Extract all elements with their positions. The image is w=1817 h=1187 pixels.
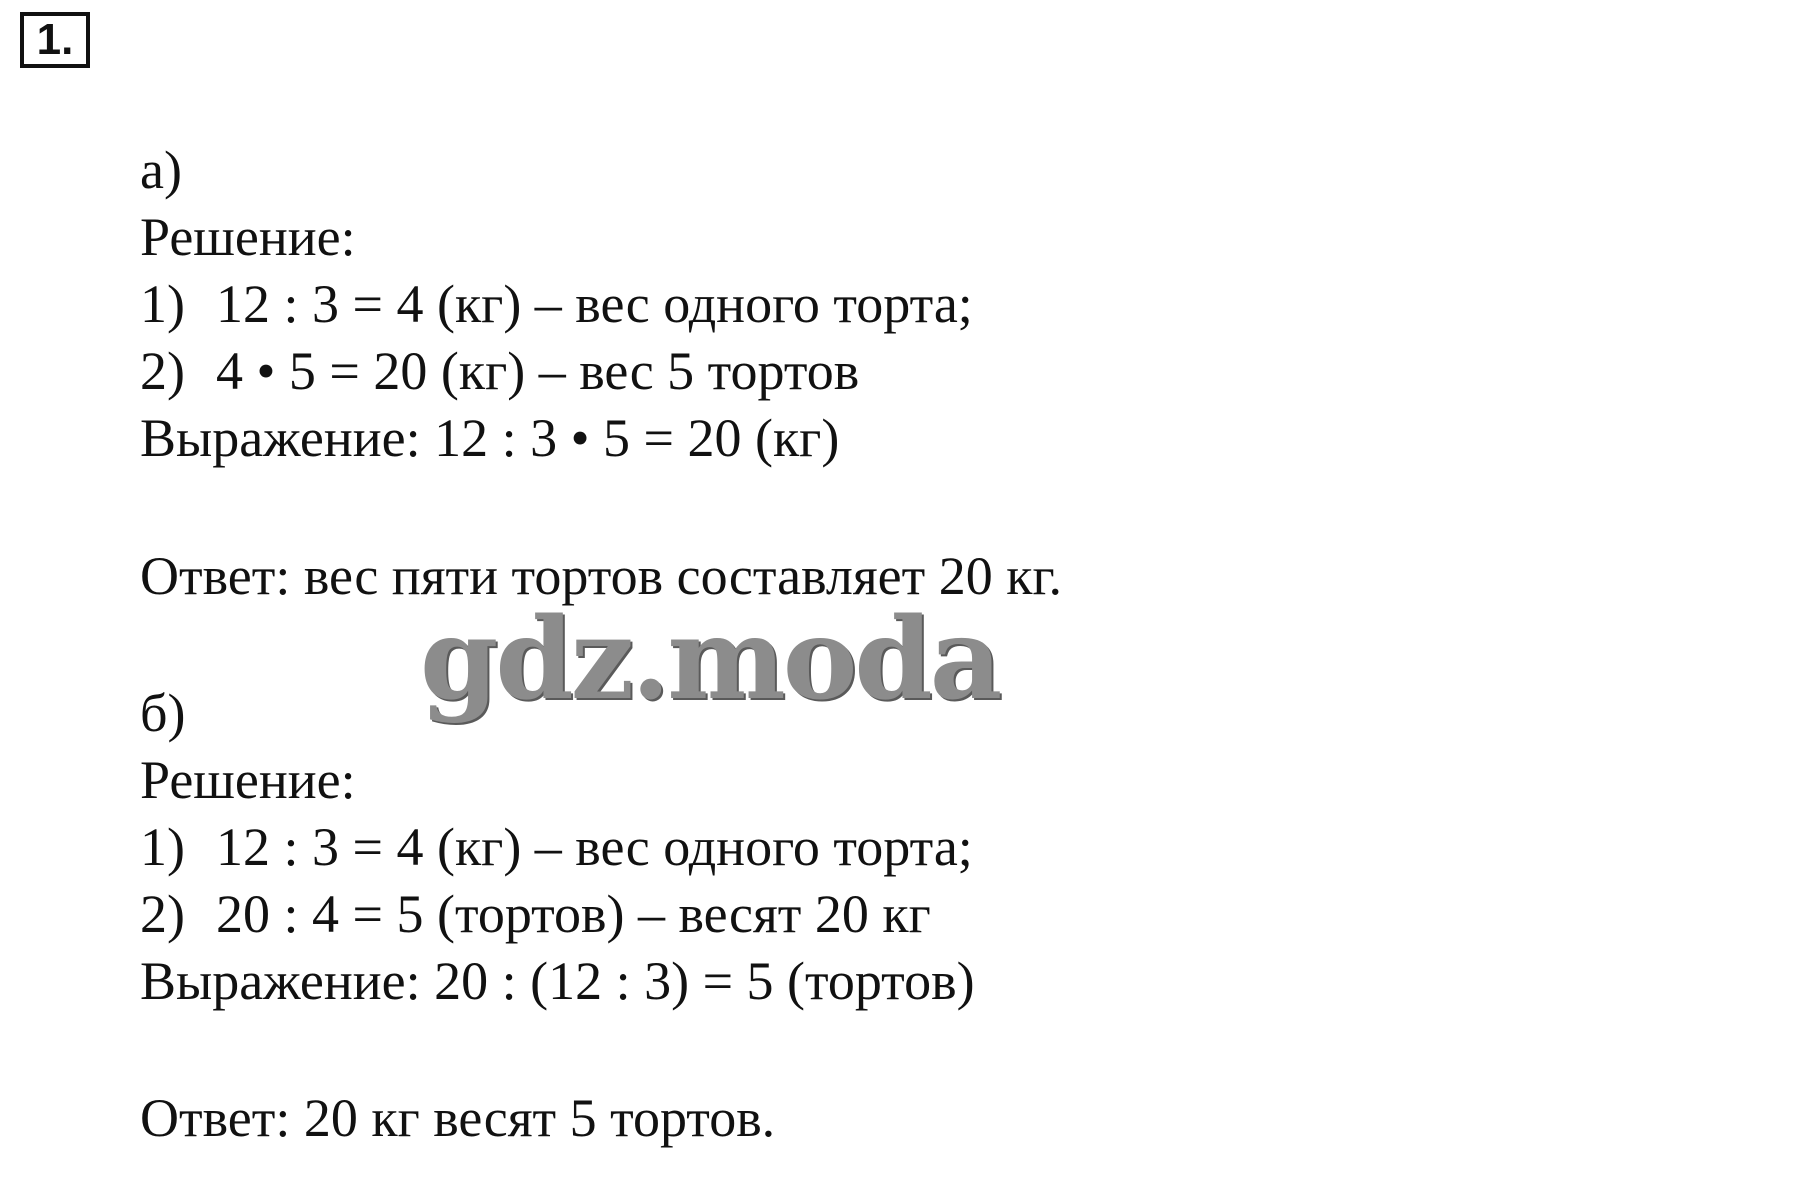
step-number: 1): [140, 274, 185, 334]
step-text: 12 : 3 = 4 (кг) – вес одного торта;: [216, 274, 973, 334]
step-text: 4 • 5 = 20 (кг) – вес 5 тортов: [216, 341, 860, 401]
step-text: 12 : 3 = 4 (кг) – вес одного торта;: [216, 817, 973, 877]
part-a-step-1: [140, 274, 973, 334]
step-number: 2): [140, 341, 185, 401]
part-b-label: б): [140, 683, 186, 743]
part-a-expression: Выражение: 12 : 3 • 5 = 20 (кг): [140, 408, 840, 468]
part-a-step-2: [140, 341, 859, 401]
part-a-answer: Ответ: вес пяти тортов составляет 20 кг.: [140, 546, 1063, 606]
part-a-label: а): [140, 140, 182, 200]
part-b-step-2: [140, 884, 931, 944]
part-b-step-1: [140, 817, 973, 877]
step-number: 2): [140, 884, 185, 944]
part-b-answer: Ответ: 20 кг весят 5 тортов.: [140, 1088, 776, 1148]
watermark-logo: gdz.moda: [420, 594, 1000, 725]
step-number: 1): [140, 817, 185, 877]
step-text: 20 : 4 = 5 (тортов) – весят 20 кг: [216, 884, 931, 944]
part-a-solution-label: Решение:: [140, 207, 356, 267]
part-b-solution-label: Решение:: [140, 750, 356, 810]
part-b-expression: Выражение: 20 : (12 : 3) = 5 (тортов): [140, 951, 975, 1011]
task-number: 1.: [20, 12, 90, 68]
